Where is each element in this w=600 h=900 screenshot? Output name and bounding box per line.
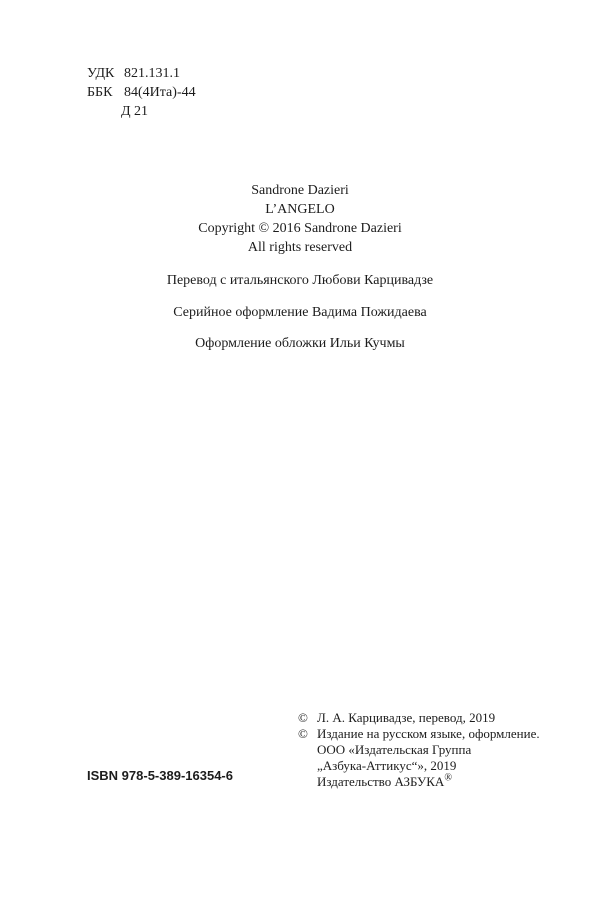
original-edition-info (0, 181, 600, 257)
classification-block (87, 64, 196, 121)
original-author: Sandrone Dazieri (251, 183, 349, 198)
translation-copyright (298, 710, 540, 726)
copyright-notices (298, 710, 540, 790)
imprint-name: Издательство АЗБУКА (317, 774, 445, 789)
registered-mark: ® (444, 772, 452, 784)
edition-copyright-text: Издание на русском языке, оформление. (317, 726, 540, 741)
udk-row (87, 64, 196, 83)
udk-label: УДК (87, 66, 115, 81)
credits-block (0, 181, 600, 353)
original-title: L’ANGELO (265, 202, 335, 217)
isbn: ISBN 978-5-389-16354-6 (87, 768, 233, 783)
translator-credit: Перевод с итальянского Любови Карцивадзе (166, 273, 434, 288)
udk-value: 821.131.1 (124, 66, 180, 81)
edition-copyright (298, 726, 540, 742)
copyright-sign: © (298, 726, 308, 741)
series-design-credit: Серийное оформление Вадима Пожидаева (173, 305, 427, 320)
publisher-line-2: „Азбука-Аттикус“», 2019 (317, 758, 457, 773)
author-mark: Д 21 (121, 104, 149, 119)
cover-design-credit: Оформление обложки Ильи Кучмы (195, 336, 405, 351)
original-copyright: Copyright © 2016 Sandrone Dazieri (198, 221, 402, 236)
rights-reserved: All rights reserved (247, 240, 353, 255)
bbk-row (87, 83, 196, 102)
bbk-label: ББК (87, 85, 113, 100)
copyright-sign: © (298, 710, 308, 725)
translation-copyright-text: Л. А. Карцивадзе, перевод, 2019 (317, 710, 496, 725)
imprint-line (298, 774, 540, 790)
bbk-value: 84(4Ита)-44 (124, 85, 196, 100)
publisher-line-1: ООО «Издательская Группа (317, 742, 472, 757)
